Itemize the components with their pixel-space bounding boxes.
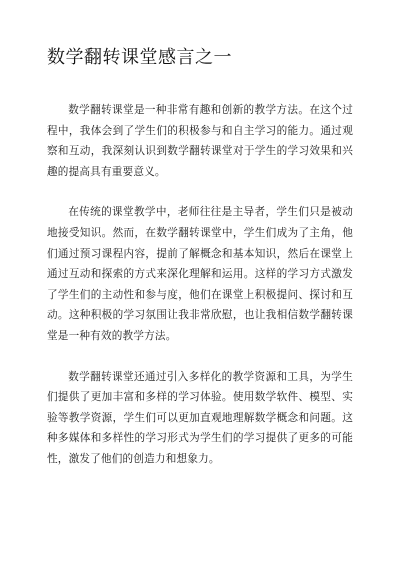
- paragraph-2: 在传统的课堂教学中，老师往往是主导者，学生们只是被动地接受知识。然而，在数学翻转课堂中，学生们成为了主角，他们通过预习课程内容，提前了解概念和基本知识，然后在课堂上通过互动和探索的方式来深化理解和运用。这样的学习方式激发了学生们的主动性和参与度，他们在课堂上积极提问、探讨和互动。这种积极的学习氛围让我非常欣慰，也让我相信数学翻转课堂是一种有效的教学方法。: [47, 206, 353, 342]
- paragraph-1: 数学翻转课堂是一种非常有趣和创新的教学方法。在这个过程中，我体会到了学生们的积极参与和自主学习的能力。通过观察和互动，我深刻认识到数学翻转课堂对于学生的学习效果和兴趣的提高具有重要意义。: [47, 104, 353, 178]
- document-title: 数学翻转课堂感言之一: [47, 47, 232, 68]
- paragraph-3: 数学翻转课堂还通过引入多样化的教学资源和工具，为学生们提供了更加丰富和多样的学习体验。使用数学软件、模型、实验等教学资源，学生们可以更加直观地理解数学概念和问题。这种多媒体和多样性的学习形式为学生们的学习提供了更多的可能性，激发了他们的创造力和想象力。: [47, 370, 353, 465]
